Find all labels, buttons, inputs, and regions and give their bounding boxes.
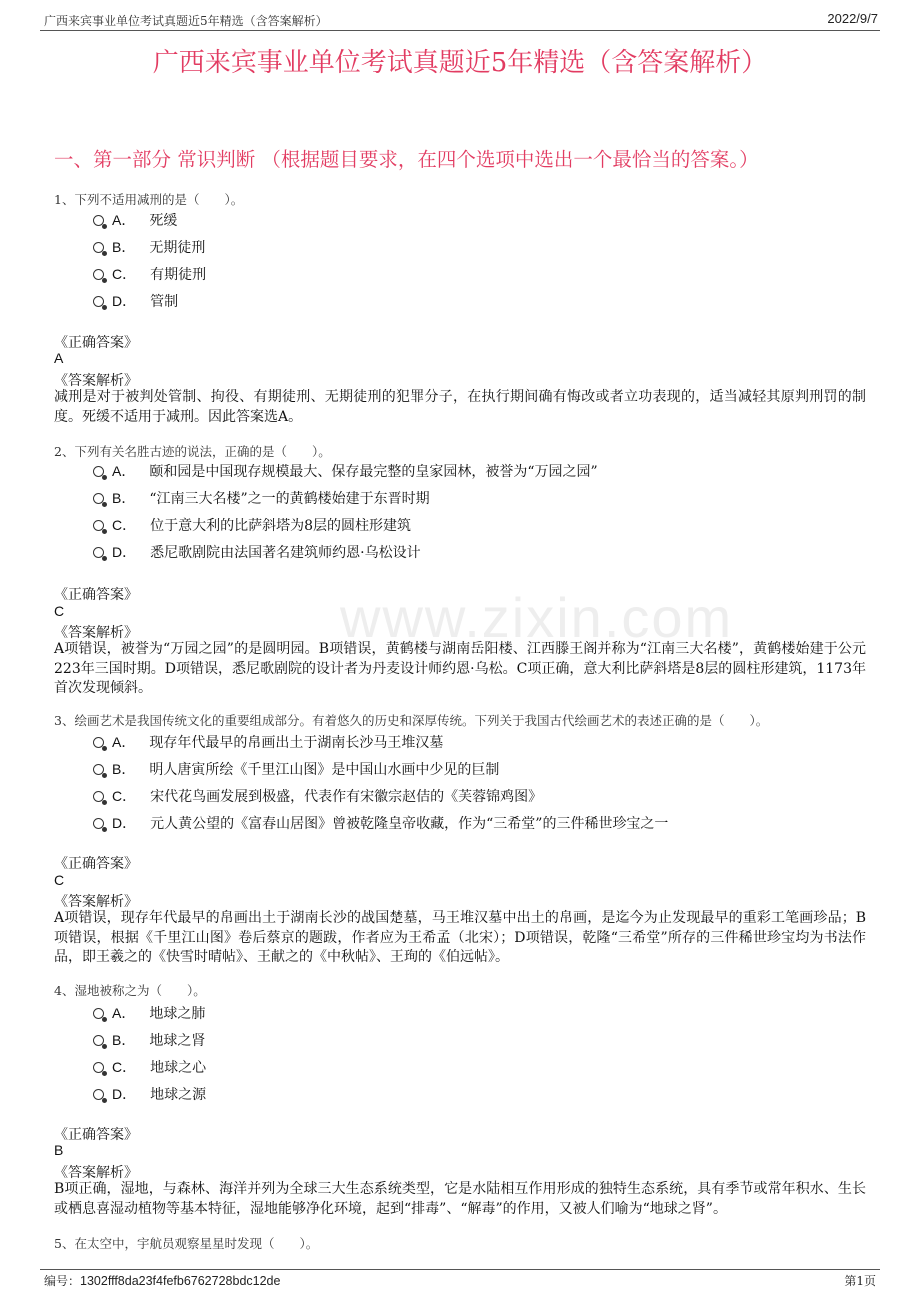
header-divider bbox=[40, 30, 880, 31]
radio-icon[interactable] bbox=[93, 737, 104, 748]
option-text: 现存年代最早的帛画出土于湖南长沙马王堆汉墓 bbox=[149, 735, 444, 751]
question-4-text: 4、湿地被称之为（ ）。 bbox=[54, 983, 206, 998]
question-2-option-c[interactable] bbox=[93, 515, 411, 535]
question-3-option-b[interactable] bbox=[93, 759, 499, 779]
option-letter: A． bbox=[112, 463, 136, 479]
option-letter: D． bbox=[112, 293, 137, 309]
option-letter: A． bbox=[112, 1005, 136, 1021]
option-letter: C． bbox=[112, 788, 137, 804]
question-4-answer: B bbox=[54, 1142, 64, 1158]
header-doc-title: 广西来宾事业单位考试真题近5年精选（含答案解析） bbox=[44, 14, 328, 28]
question-4-option-b[interactable] bbox=[93, 1030, 205, 1050]
question-1-option-a[interactable] bbox=[93, 210, 177, 230]
radio-icon[interactable] bbox=[93, 1089, 104, 1100]
option-text: 明人唐寅所绘《千里江山图》是中国山水画中少见的巨制 bbox=[149, 762, 500, 778]
option-text: 悉尼歌剧院由法国著名建筑师约恩·乌松设计 bbox=[150, 545, 421, 561]
footer-code-value: 1302fff8da23f4fefb6762728bdc12de bbox=[80, 1274, 281, 1288]
question-1-explanation-label: 《答案解析》 bbox=[54, 373, 138, 389]
radio-icon[interactable] bbox=[93, 215, 104, 226]
footer-doc-code bbox=[44, 1272, 280, 1289]
question-1-text: 1、下列不适用减刑的是（ ）。 bbox=[54, 192, 244, 207]
section-heading: 一、第一部分 常识判断 （根据题目要求，在四个选项中选出一个最恰当的答案。） bbox=[54, 148, 759, 171]
option-letter: B． bbox=[112, 239, 136, 255]
question-1-answer: A bbox=[54, 350, 64, 366]
page-title: 广西来宾事业单位考试真题近5年精选（含答案解析） bbox=[152, 48, 768, 78]
question-2-option-a[interactable] bbox=[93, 461, 598, 481]
question-2-answer-label: 《正确答案》 bbox=[54, 587, 138, 603]
radio-icon[interactable] bbox=[93, 242, 104, 253]
question-1-explanation: 减刑是对于被判处管制、拘役、有期徒刑、无期徒刑的犯罪分子，在执行期间确有悔改或者立功表现的，适当减轻其原判刑罚的制度。死缓不适用于减刑。因此答案选A。 bbox=[54, 389, 866, 425]
option-text: 地球之源 bbox=[150, 1087, 207, 1103]
footer-divider bbox=[40, 1269, 880, 1270]
question-4-explanation: B项正确，湿地，与森林、海洋并列为全球三大生态系统类型，它是水陆相互作用形成的独特生态系统，具有季节或常年积水、生长或栖息喜湿动植物等基本特征，湿地能够净化环境，起到“排毒”、“解毒”的作用，又被人们喻为“地球之肾”。 bbox=[54, 1181, 866, 1217]
header-date: 2022/9/7 bbox=[827, 11, 878, 26]
question-2-answer: C bbox=[54, 603, 65, 619]
option-text: 有期徒刑 bbox=[150, 267, 207, 283]
question-3-option-c[interactable] bbox=[93, 786, 542, 806]
radio-icon[interactable] bbox=[93, 493, 104, 504]
option-letter: B． bbox=[112, 761, 136, 777]
question-1-option-b[interactable] bbox=[93, 237, 205, 257]
option-text: 地球之心 bbox=[150, 1060, 207, 1076]
radio-icon[interactable] bbox=[93, 547, 104, 558]
radio-icon[interactable] bbox=[93, 1008, 104, 1019]
question-2-option-b[interactable] bbox=[93, 488, 430, 508]
option-text: 位于意大利的比萨斜塔为8层的圆柱形建筑 bbox=[150, 518, 412, 534]
radio-icon[interactable] bbox=[93, 818, 104, 829]
radio-icon[interactable] bbox=[93, 1035, 104, 1046]
radio-icon[interactable] bbox=[93, 269, 104, 280]
question-1-answer-label: 《正确答案》 bbox=[54, 335, 138, 351]
option-text: 管制 bbox=[150, 294, 179, 310]
question-1-option-c[interactable] bbox=[93, 264, 206, 284]
option-text: 颐和园是中国现存规模最大、保存最完整的皇家园林，被誉为“万园之园” bbox=[149, 464, 598, 480]
radio-icon[interactable] bbox=[93, 1062, 104, 1073]
option-text: 死缓 bbox=[149, 213, 178, 229]
footer-code-label: 编号： bbox=[44, 1274, 81, 1288]
question-3-explanation-label: 《答案解析》 bbox=[54, 894, 138, 910]
question-3-option-d[interactable] bbox=[93, 813, 668, 833]
question-4-option-a[interactable] bbox=[93, 1003, 205, 1023]
question-2-explanation: A项错误，被誉为“万园之园”的是圆明园。B项错误，黄鹤楼与湖南岳阳楼、江西滕王阁并称为“江南三大名楼”，黄鹤楼始建于公元223年三国时期。D项错误，悉尼歌剧院的设计者为丹麦设计师约恩·乌松。C项正确，意大利比萨斜塔是8层的圆柱形建筑，1173年首次发现倾斜。 bbox=[54, 641, 866, 696]
radio-icon[interactable] bbox=[93, 466, 104, 477]
question-4-answer-label: 《正确答案》 bbox=[54, 1127, 138, 1143]
option-letter: A． bbox=[112, 734, 136, 750]
footer-page-number: 第1页 bbox=[844, 1274, 876, 1288]
question-3-answer: C bbox=[54, 872, 65, 888]
question-3-answer-label: 《正确答案》 bbox=[54, 856, 138, 872]
option-text: “江南三大名楼”之一的黄鹤楼始建于东晋时期 bbox=[149, 491, 430, 507]
question-2-text: 2、下列有关名胜古迹的说法，正确的是（ ）。 bbox=[54, 444, 331, 459]
option-letter: B． bbox=[112, 490, 136, 506]
option-letter: C． bbox=[112, 266, 137, 282]
question-2-explanation-label: 《答案解析》 bbox=[54, 625, 138, 641]
option-letter: D． bbox=[112, 544, 137, 560]
radio-icon[interactable] bbox=[93, 791, 104, 802]
option-text: 宋代花鸟画发展到极盛，代表作有宋徽宗赵佶的《芙蓉锦鸡图》 bbox=[150, 789, 543, 805]
question-2-option-d[interactable] bbox=[93, 542, 421, 562]
option-text: 元人黄公望的《富春山居图》曾被乾隆皇帝收藏，作为“三希堂”的三件稀世珍宝之一 bbox=[150, 816, 669, 832]
option-text: 地球之肺 bbox=[149, 1006, 206, 1022]
question-4-explanation-label: 《答案解析》 bbox=[54, 1165, 138, 1181]
option-letter: D． bbox=[112, 815, 137, 831]
option-letter: C． bbox=[112, 1059, 137, 1075]
question-5-text: 5、在太空中，宇航员观察星星时发现（ ）。 bbox=[54, 1236, 319, 1251]
option-letter: C． bbox=[112, 517, 137, 533]
radio-icon[interactable] bbox=[93, 520, 104, 531]
watermark: www.zixin.com bbox=[340, 586, 734, 649]
question-3-text: 3、绘画艺术是我国传统文化的重要组成部分。有着悠久的历史和深厚传统。下列关于我国古代绘画艺术的表述正确的是（ ）。 bbox=[54, 713, 769, 728]
option-text: 地球之肾 bbox=[149, 1033, 206, 1049]
radio-icon[interactable] bbox=[93, 764, 104, 775]
option-letter: B． bbox=[112, 1032, 136, 1048]
question-1-option-d[interactable] bbox=[93, 291, 178, 311]
question-4-option-c[interactable] bbox=[93, 1057, 206, 1077]
question-4-option-d[interactable] bbox=[93, 1084, 206, 1104]
question-3-explanation: A项错误，现存年代最早的帛画出土于湖南长沙的战国楚墓，马王堆汉墓中出土的帛画，是迄今为止发现最早的重彩工笔画珍品；B项错误，根据《千里江山图》卷后蔡京的题跋，作者应为王希孟（北宋）；D项错误，乾隆“三希堂”所存的三件稀世珍宝均为书法作品，即王羲之的《快雪时晴帖》、王献之的《中秋帖》、王珣的《伯远帖》。 bbox=[54, 910, 866, 965]
option-letter: A． bbox=[112, 212, 136, 228]
option-letter: D． bbox=[112, 1086, 137, 1102]
radio-icon[interactable] bbox=[93, 296, 104, 307]
question-3-option-a[interactable] bbox=[93, 732, 443, 752]
option-text: 无期徒刑 bbox=[149, 240, 206, 256]
